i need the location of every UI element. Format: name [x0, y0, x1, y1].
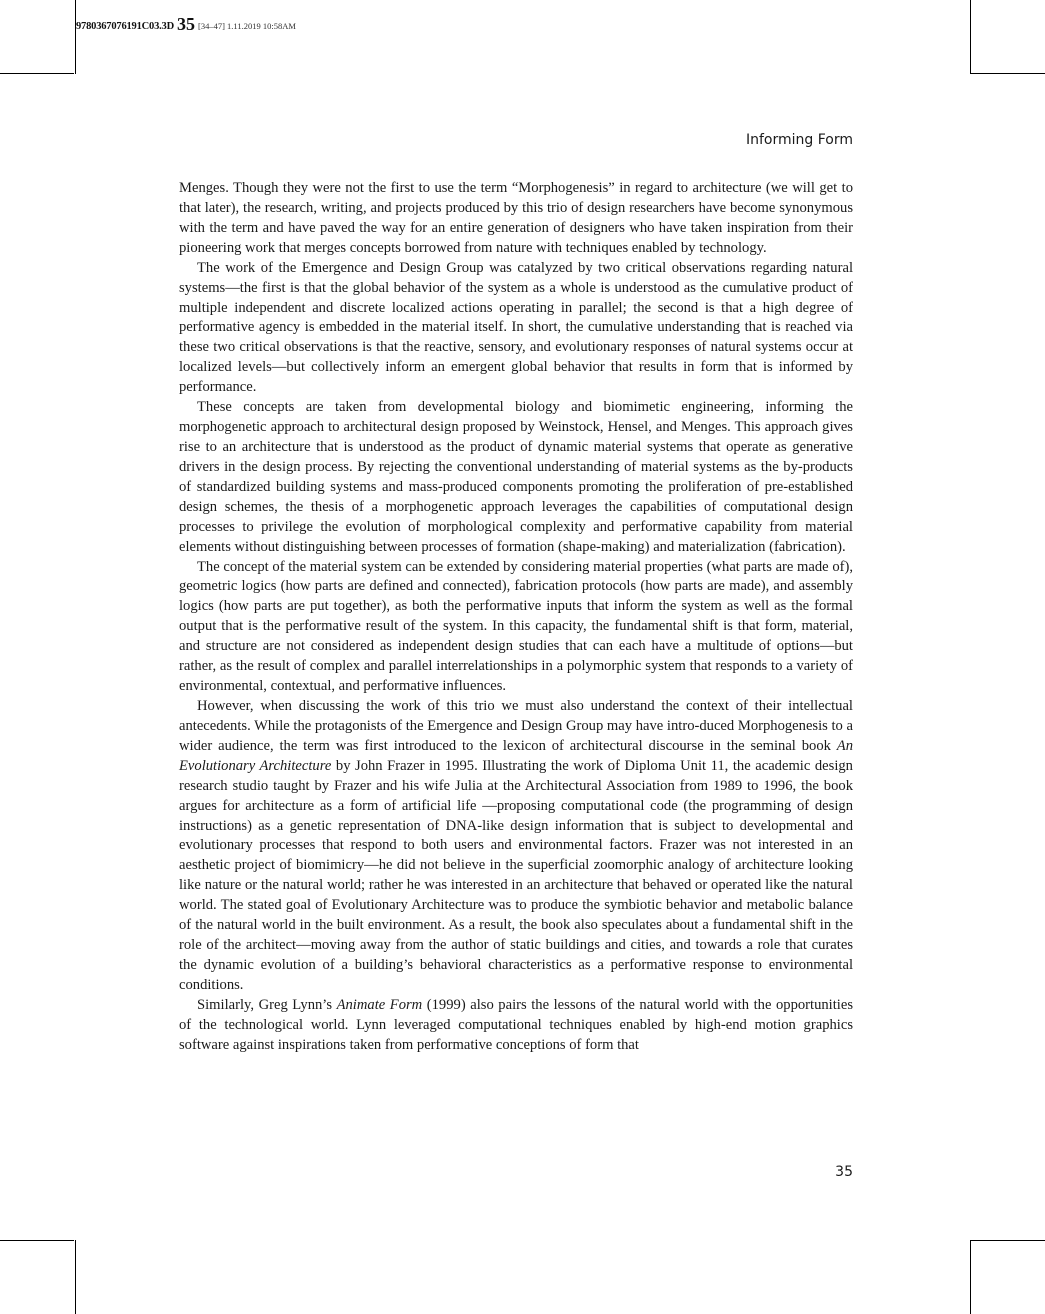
- body-text: [179, 179, 853, 1056]
- book-title-evolutionary-architecture: An Evolutionary Architecture: [179, 737, 853, 774]
- crop-mark-top-left-horizontal: [0, 73, 74, 74]
- crop-mark-top-left-vertical: [75, 0, 76, 74]
- paragraph-3: These concepts are taken from developmental biology and biomimetic engineering, informing the morphogenetic approach to architectural design proposed by Weinstock, Hensel, and Menges. This approach gives rise to an architecture that is understood as the product of dynamic material systems that operate as generative drivers in the design process. By rejecting the conventional understanding of material systems as the by-products of standardized building systems and mass-produced components promoting the proliferation of pre-established design schemes, the thesis of a morphogenetic approach leverages the capabilities of computational design processes to privilege the evolution of morphological complexity and performative capability from material elements without distinguishing between processes of formation (shape-making) and materialization (fabrication).: [179, 399, 853, 555]
- crop-mark-top-right-horizontal: [971, 73, 1045, 74]
- slug-meta: [34–47] 1.11.2019 10:58AM: [198, 21, 296, 31]
- crop-mark-top-right-vertical: [970, 0, 971, 74]
- paragraph-6-text-before: Similarly, Greg Lynn’s: [197, 996, 337, 1013]
- crop-mark-bottom-left-vertical: [75, 1240, 76, 1314]
- paragraph-5: [179, 697, 853, 996]
- crop-mark-bottom-left-horizontal: [0, 1240, 74, 1241]
- slug-file-code: 9780367076191C03.3D: [76, 21, 174, 32]
- crop-mark-bottom-right-horizontal: [971, 1240, 1045, 1241]
- page-number: 35: [835, 1164, 853, 1180]
- book-title-animate-form: Animate Form: [336, 996, 423, 1013]
- printer-slug: [76, 13, 296, 34]
- running-head: Informing Form: [745, 132, 853, 148]
- paragraph-4: The concept of the material system can be extended by considering material properties (what parts are made of), geometric logics (how parts are defined and connected), fabrication protocols (how parts are made), and assembly logics (how parts are put together), as both the performative inputs that inform the system as well as the formal output that is the performative result of the system. In this capacity, the fundamental shift is that form, material, and structure are not considered as independent design studies that can each have a multitude of options—but rather, as the result of complex and parallel interrelationships in a polymorphic system that responds to a variety of environmental, contextual, and performative influences.: [179, 558, 853, 695]
- paragraph-1: Menges. Though they were not the first to use the term “Morphogenesis” in regard to architecture (we will get to that later), the research, writing, and projects produced by this trio of design researchers have become synonymous with the term and have paved the way for an entire generation of designers who have taken inspiration from their pioneering work that merges concepts borrowed from nature with techniques enabled by technology.: [179, 180, 853, 256]
- slug-page-number: 35: [177, 14, 195, 34]
- paragraph-5-text-before: However, when discussing the work of this trio we must also understand the context of their intellectual antecedents. While the protagonists of the Emergence and Design Group may have intro-duced Morphogenesis to a wider audience, the term was first introduced to the lexicon of architectural discourse in the seminal book: [179, 697, 853, 754]
- paragraph-6-text-after: (1999) also pairs the lessons of the natural world with the opportunities of the technological world. Lynn leveraged computational techniques enabled by high-end motion graphics software against inspirations taken from performative conceptions of form that: [179, 996, 853, 1053]
- crop-mark-bottom-right-vertical: [970, 1240, 971, 1314]
- paragraph-2: The work of the Emergence and Design Group was catalyzed by two critical observations regarding natural systems—the first is that the global behavior of the system as a whole is understood as the cumulative product of multiple independent and discrete localized actions operating in parallel; the second is that a high degree of performative agency is embedded in the material itself. In short, the cumulative understanding that is reached via these two critical observations is that the reactive, sensory, and evolutionary responses of natural systems occur at localized levels—but collectively inform an emergent global behavior that results in form that is informed by performance.: [179, 259, 853, 396]
- paragraph-6: [179, 996, 853, 1056]
- paragraph-5-text-after: by John Frazer in 1995. Illustrating the work of Diploma Unit 11, the academic design research studio taught by Frazer and his wife Julia at the Architectural Association from 1989 to 1996, the book argues for architecture as a form of artificial life —proposing computational code (the programming of design instructions) as a genetic representation of DNA-like design information that is subject to developmental and evolutionary processes that respond to both users and environmental factors. Frazer was not interested in an aesthetic project of biomimicry—he did not believe in the superficial zoomorphic analogy of architecture looking like nature or the natural world; rather he was interested in an architecture that behaved or operated like the natural world. The stated goal of Evolutionary Architecture was to produce the symbiotic behavior and metabolic balance of the natural world in the built environment. As a result, the book also speculates about a fundamental shift in the role of the architect—moving away from the author of static buildings and cities, and towards a role that curates the dynamic evolution of a building’s behavioral characteristics as a performative response to environmental conditions.: [179, 757, 853, 993]
